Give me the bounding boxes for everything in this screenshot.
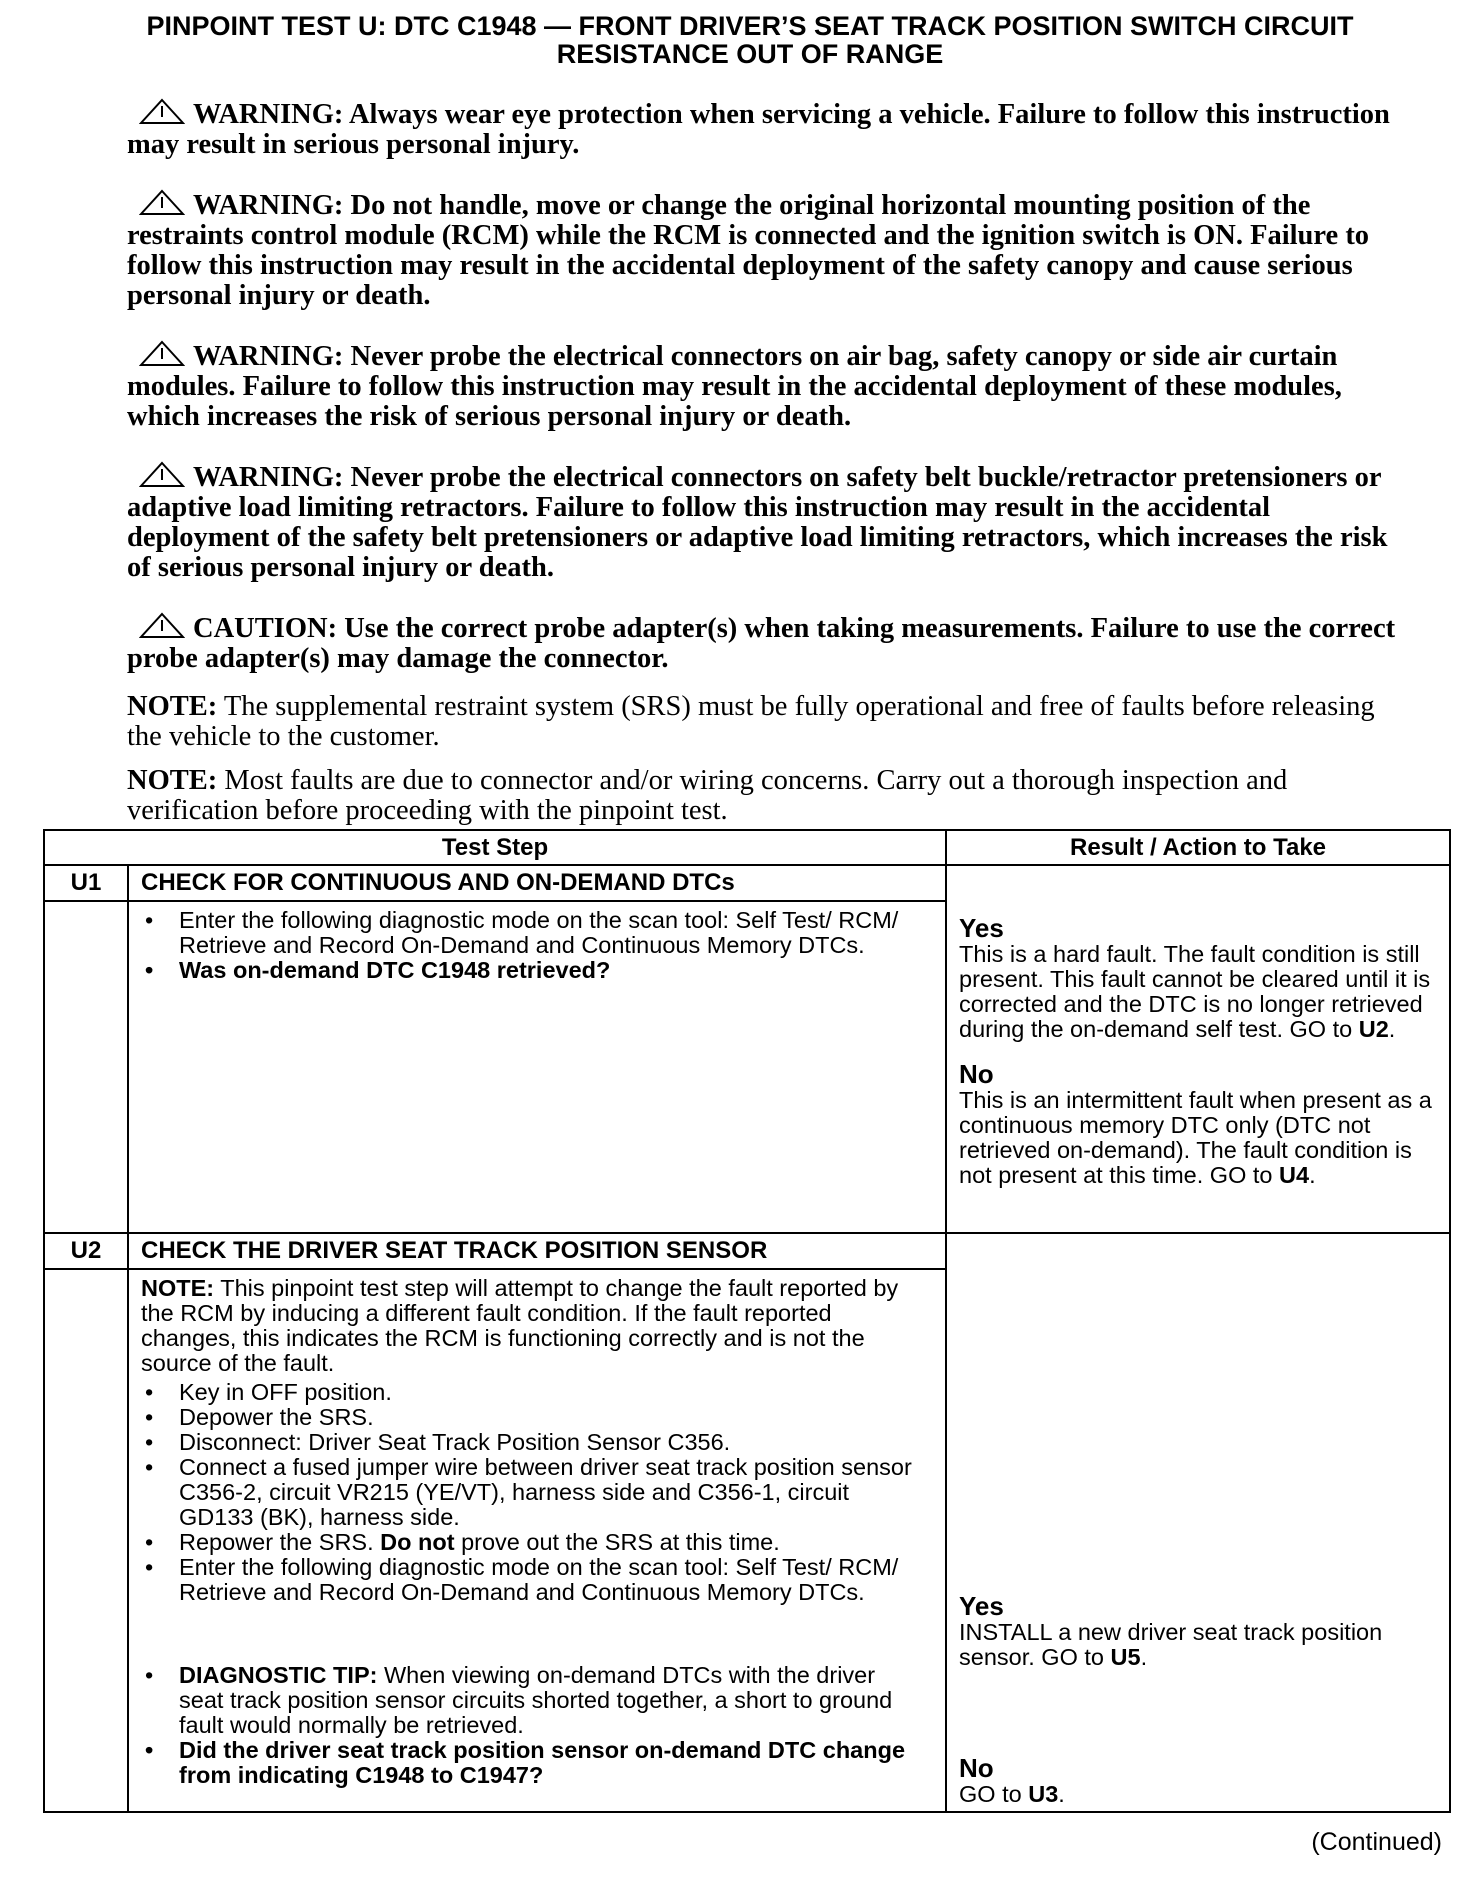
list-item: • Disconnect: Driver Seat Track Position Sensor C356. <box>141 1430 915 1455</box>
list-item: • Depower the SRS. <box>141 1405 915 1430</box>
step-u1-title-row <box>44 865 1450 901</box>
warning-pretensioner-probe: WARNING: Never probe the electrical connectors on safety belt buckle/retractor pretensioners or adaptive load limiting retractors. Failure to follow this instruction may result in the accidental deployment of the safety belt pretensioners or adaptive load limiting retractors, which increases the risk of serious personal injury or death. <box>127 462 1388 583</box>
step-u1-body <box>128 901 946 1233</box>
table-header-row <box>44 830 1450 865</box>
list-item: • Connect a fused jumper wire between driver seat track position sensor C356-2, circuit VR215 (YE/VT), harness side and C356-1, circuit GD133 (BK), harness side. <box>141 1455 915 1530</box>
no-label: No <box>959 1753 994 1783</box>
page-title <box>40 12 1460 68</box>
goto-link[interactable]: U2 <box>1358 1016 1389 1042</box>
step-id: U2 <box>44 1233 128 1269</box>
no-action: This is an intermittent fault when present as a continuous memory DTC only (DTC not retrieved on-demand). The fault condition is not present at this time. GO to U4. <box>959 1087 1432 1188</box>
list-item: • Repower the SRS. Do not prove out the SRS at this time. <box>141 1530 915 1555</box>
step-u1-result <box>946 865 1450 1233</box>
test-step-header: Test Step <box>44 830 946 865</box>
warning-triangle-icon <box>139 189 185 216</box>
warning-rcm-handling: WARNING: Do not handle, move or change the original horizontal mounting position of the restraints control module (RCM) while the RCM is connected and the ignition switch is ON. Failure to follow this instruction may result in the accidental deployment of the safety canopy and cause serious personal injury or death. <box>127 190 1370 311</box>
list-item: • Did the driver seat track position sensor on-demand DTC change from indicating C1948 to C1947? <box>141 1738 915 1788</box>
list-item: • Enter the following diagnostic mode on the scan tool: Self Test/ RCM/ Retrieve and Record On-Demand and Continuous Memory DTCs. <box>141 1555 915 1605</box>
note-srs-operational: NOTE: The supplemental restraint system (SRS) must be fully operational and free of faults before releasing the vehicle to the customer. <box>127 691 1375 752</box>
no-label: No <box>959 1059 994 1089</box>
caution-triangle-icon <box>139 612 185 639</box>
step-u2-body <box>128 1269 946 1812</box>
goto-link[interactable]: U4 <box>1279 1162 1310 1188</box>
yes-action: This is a hard fault. The fault condition is still present. This fault cannot be cleared until it is corrected and the DTC is no longer retrieved during the on-demand self test. GO to U2. <box>959 941 1431 1042</box>
list-item: • Enter the following diagnostic mode on the scan tool: Self Test/ RCM/ Retrieve and Record On-Demand and Continuous Memory DTCs. <box>141 908 915 958</box>
step-id-empty <box>44 901 128 1233</box>
step-title: CHECK THE DRIVER SEAT TRACK POSITION SENSOR <box>128 1233 946 1269</box>
title-line-2: RESISTANCE OUT OF RANGE <box>556 39 944 69</box>
warning-triangle-icon <box>139 461 185 488</box>
step-id: U1 <box>44 865 128 901</box>
yes-action: INSTALL a new driver seat track position sensor. GO to U5. <box>959 1619 1383 1670</box>
no-action: GO to U3. <box>959 1781 1065 1807</box>
step-title: CHECK FOR CONTINUOUS AND ON-DEMAND DTCs <box>128 865 946 901</box>
step-note: NOTE: This pinpoint test step will attempt to change the fault reported by the RCM by inducing a different fault condition. If the fault reported changes, this indicates the RCM is functioning correctly and is not the source of the fault. <box>141 1275 899 1376</box>
result-header: Result / Action to Take <box>946 830 1450 865</box>
warning-triangle-icon <box>139 340 185 367</box>
step-id-empty <box>44 1269 128 1812</box>
goto-link[interactable]: U5 <box>1110 1644 1141 1670</box>
list-item: • Was on-demand DTC C1948 retrieved? <box>141 958 915 983</box>
warning-eye-protection: WARNING: Always wear eye protection when servicing a vehicle. Failure to follow this instruction may result in serious personal injury. <box>127 99 1390 160</box>
caution-probe-adapter: CAUTION: Use the correct probe adapter(s) when taking measurements. Failure to use the correct probe adapter(s) may damage the connector. <box>127 613 1396 674</box>
continued-label: (Continued) <box>1311 1828 1442 1856</box>
warning-airbag-probe: WARNING: Never probe the electrical connectors on air bag, safety canopy or side air curtain modules. Failure to follow this instruction may result in the accidental deployment of these modules, which increases the risk of serious personal injury or death. <box>127 341 1342 432</box>
note-connector-concerns: NOTE: Most faults are due to connector and/or wiring concerns. Carry out a thorough inspection and verification before proceeding with the pinpoint test. <box>127 765 1288 826</box>
goto-link[interactable]: U3 <box>1028 1781 1059 1807</box>
safety-notices <box>127 98 1397 840</box>
list-item: • Key in OFF position. <box>141 1380 915 1405</box>
warning-triangle-icon <box>139 98 185 125</box>
title-line-1: PINPOINT TEST U: DTC C1948 — FRONT DRIVER’S SEAT TRACK POSITION SWITCH CIRCUIT <box>146 11 1354 41</box>
step-u2-title-row <box>44 1233 1450 1269</box>
pinpoint-test-table <box>43 829 1451 1813</box>
list-item: • DIAGNOSTIC TIP: When viewing on-demand DTCs with the driver seat track position sensor circuits shorted together, a short to ground fault would normally be retrieved. <box>141 1663 915 1738</box>
yes-label: Yes <box>959 913 1004 943</box>
yes-label: Yes <box>959 1591 1004 1621</box>
step-u2-result <box>946 1233 1450 1812</box>
